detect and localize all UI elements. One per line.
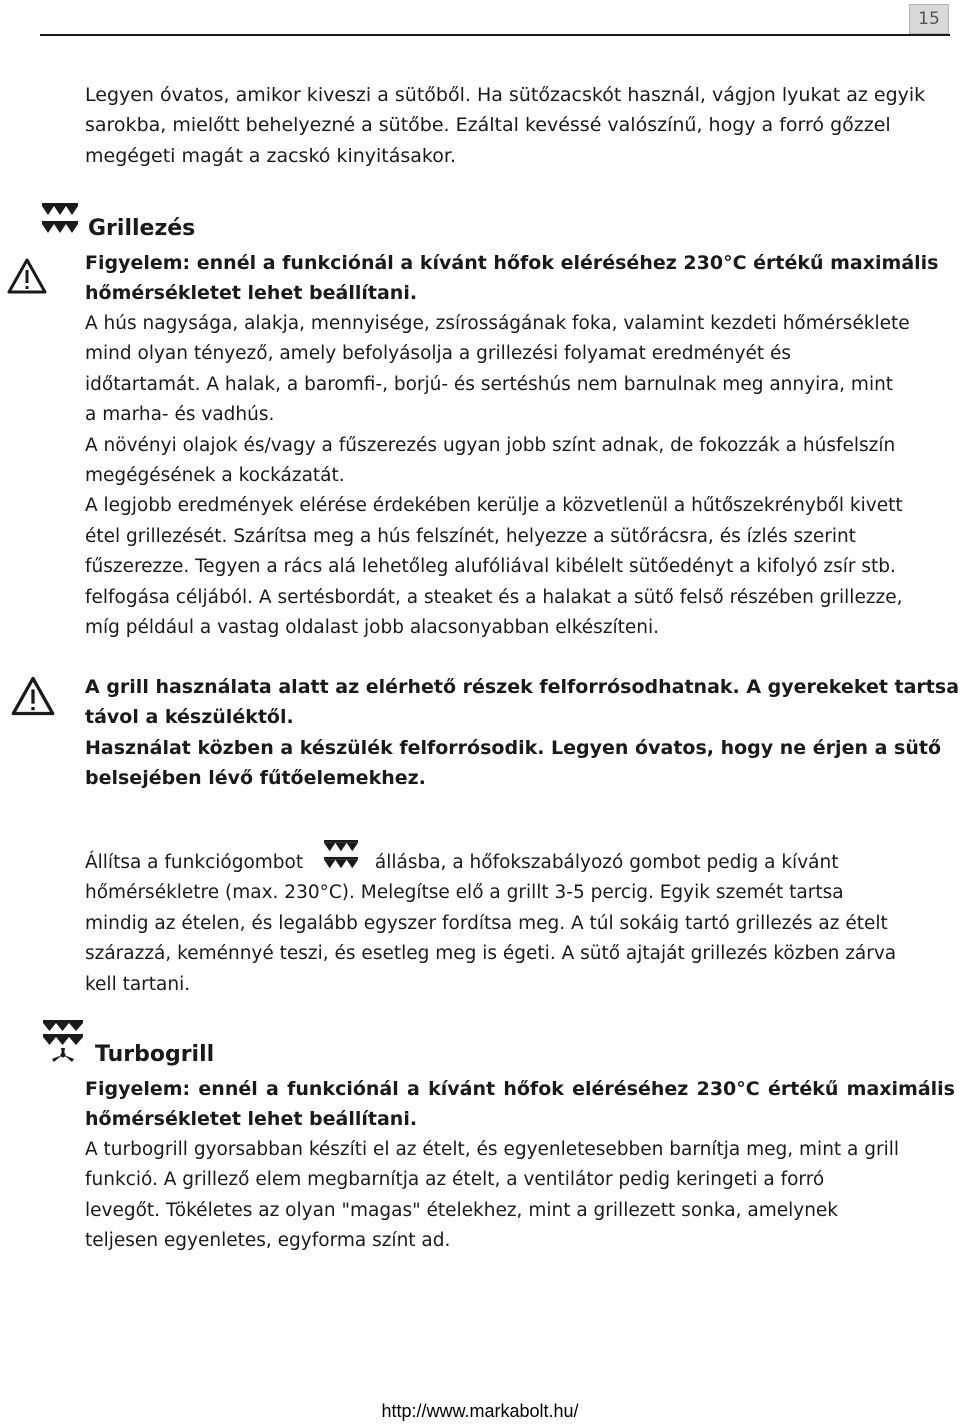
- body-line: funkció. A grillező elem megbarnítja az ételt, a ventilátor pedig keringeti a forró: [85, 1169, 825, 1191]
- body-line: felfogása céljából. A sertésbordát, a steaket és a halakat a sütő felső részében grillezze,: [85, 586, 903, 608]
- warning-line: hőmérsékletet lehet beállítani.: [85, 282, 418, 305]
- warning-line: belsejében lévő fűtőelemekhez.: [85, 767, 426, 790]
- instruction-line: szárazzá, keménnyé teszi, és esetleg meg is égeti. A sütő ajtaját grillezés közben zárva: [85, 943, 897, 965]
- body-line: étel grillezését. Szárítsa meg a hús felszínét, helyezze a sütőrácsra, és ízlés szerint: [85, 525, 856, 547]
- body-line: mind olyan tényező, amely befolyásolja a grillezési folyamat eredményét és: [85, 343, 792, 365]
- grill-body-text: [85, 309, 955, 643]
- warning-line: távol a készüléktől.: [85, 706, 294, 729]
- intro-line: sarokba, mielőtt behelyezné a sütőbe. Ezáltal kevéssé valószínű, hogy a forró gőzzel: [85, 114, 891, 137]
- intro-line: Legyen óvatos, amikor kiveszi a sütőből. Ha sütőzacskót használ, vágjon lyukat az egyik: [85, 84, 926, 106]
- body-line: A legjobb eredmények elérése érdekében kerülje a közvetlenül a hűtőszekrényből kivett: [85, 495, 903, 517]
- instruction-line: kell tartani.: [85, 973, 191, 995]
- grill-symbol-icon: [38, 203, 82, 237]
- hot-parts-warning: [85, 672, 960, 794]
- body-line: levegőt. Tökéletes az olyan "magas" ételekhez, mint a grillezett sonka, amelynek: [85, 1199, 839, 1221]
- warning-line: hőmérsékletet lehet beállítani.: [85, 1108, 418, 1131]
- body-line: míg például a vastag oldalast jobb alacsonyabban elkészíteni.: [85, 617, 660, 639]
- body-line: megégésének a kockázatát.: [85, 465, 345, 487]
- body-line: A hús nagysága, alakja, mennyisége, zsírosságának foka, valamint kezdeti hőmérséklete: [85, 313, 910, 334]
- turbogrill-section-title: Turbogrill: [95, 1042, 215, 1067]
- instruction-line: hőmérsékletre (max. 230°C). Melegítse elő a grillt 3-5 percig. Egyik szemét tartsa: [85, 882, 844, 904]
- grill-symbol-icon: [319, 840, 363, 872]
- instruction-first-line: [85, 840, 955, 878]
- intro-line: megégeti magát a zacskó kinyitásakor.: [85, 144, 456, 167]
- footer-url: http://www.markabolt.hu/: [381, 1401, 579, 1421]
- warning-line: A grill használata alatt az elérhető részek felforrósodhatnak. A gyerekeket tartsa: [85, 676, 960, 698]
- grill-instructions: [85, 840, 955, 1000]
- warning-triangle-icon: [10, 675, 56, 717]
- turbogrill-max-temp-warning: [85, 1074, 955, 1135]
- intro-paragraph: [85, 80, 955, 171]
- instruction-line: mindig az ételen, és legalább egyszer fordítsa meg. A túl sokáig tartó grillezés az ételt: [85, 912, 888, 934]
- body-line: fűszerezze. Tegyen a rács alá lehetőleg alufóliával kibélelt sütőedényt a kifolyó zsír stb.: [85, 556, 896, 578]
- grill-max-temp-warning: [85, 248, 955, 309]
- warning-line: Figyelem: ennél a funkciónál a kívánt hőfok eléréséhez 230°C értékű maximális: [85, 1078, 955, 1100]
- page-number: 15: [909, 4, 949, 34]
- instruction-text: állásba, a hőfokszabályozó gombot pedig a kívánt: [374, 852, 839, 873]
- body-line: időtartamát. A halak, a baromfi-, borjú- és sertéshús nem barnulnak meg annyira, mint: [85, 373, 894, 395]
- grill-section-title: Grillezés: [88, 216, 196, 241]
- body-line: A turbogrill gyorsabban készíti el az ételt, és egyenletesebben barnítja meg, mint a grill: [85, 1139, 900, 1160]
- body-line: teljesen egyenletes, egyforma színt ad.: [85, 1230, 451, 1252]
- turbogrill-symbol-icon: [40, 1020, 86, 1066]
- header-rule: [40, 34, 950, 36]
- warning-triangle-icon: [6, 257, 48, 295]
- warning-line: Figyelem: ennél a funkciónál a kívánt hőfok eléréséhez 230°C értékű maximális: [85, 252, 939, 274]
- body-line: a marha- és vadhús.: [85, 404, 275, 426]
- warning-line: Használat közben a készülék felforrósodik. Legyen óvatos, hogy ne érjen a sütő: [85, 736, 942, 759]
- body-line: A növényi olajok és/vagy a fűszerezés ugyan jobb színt adnak, de fokozzák a húsfelszín: [85, 434, 896, 456]
- turbogrill-body-text: [85, 1135, 955, 1257]
- instruction-text: Állítsa a funkciógombot: [85, 852, 304, 873]
